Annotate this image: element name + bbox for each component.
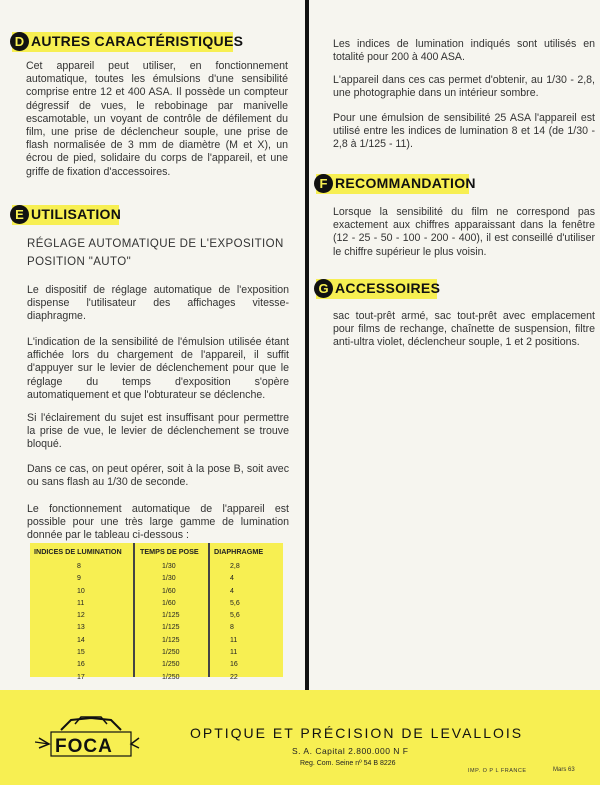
section-title: ACCESSOIRES — [335, 280, 441, 296]
section-d-body: Cet appareil peut utiliser, en fonctionnement automatique, toutes les émulsions d'une sensibilité comprise entre 12 et 400 ASA. Il possède un compteur dégressif de vues, le rebobinage par manivelle escamotable, un voyant de contrôle de défilement du film, une prise de déclencheur souple, une prise de flash normalisée de 3 mm de diamètre (M et X), un écrou de pied, solidaire du corps de l'appareil, et une griffe de fixation d'accessoires. — [26, 60, 288, 178]
section-letter-badge: F — [314, 174, 333, 193]
table-divider — [133, 543, 135, 677]
column-divider — [305, 0, 309, 690]
lumination-table — [30, 543, 283, 681]
paragraph: Le fonctionnement automatique de l'appareil est possible pour une très large gamme de lumination donnée par le tableau ci-dessous : — [27, 503, 289, 542]
table-header-temps: TEMPS DE POSE — [140, 547, 199, 556]
section-f-heading — [316, 174, 476, 194]
table-column-diaphragme: 2,8 4 4 5,6 5,6 8 11 11 16 22 — [230, 563, 240, 681]
company-capital: S. A. Capital 2.800.000 N F — [292, 746, 409, 756]
section-letter-badge: G — [314, 279, 333, 298]
section-letter-badge: E — [10, 205, 29, 224]
section-g-body: sac tout-prêt armé, sac tout-prêt avec emplacement pour films de rechange, chaînette de suspension, filtre anti-ultra violet, déclencheur souple, 1 et 2 positions. — [333, 310, 595, 349]
table-header-diaphragme: DIAPHRAGME — [214, 547, 264, 556]
section-e-heading — [12, 205, 122, 225]
paragraph: L'indication de la sensibilité de l'émulsion utilisée étant affichée lors du chargement de l'appareil, il suffit d'appuyer sur le levier de déclenchement pour que le réglage du temps d'exposition s'opère automatiquement et que l'obturateur se déclenche. — [27, 336, 289, 401]
subheading-position-auto: POSITION "AUTO" — [27, 256, 132, 268]
paragraph: Les indices de lumination indiqués sont utilisés en totalité pour 200 à 400 ASA. — [333, 38, 595, 64]
section-letter-badge: D — [10, 32, 29, 51]
section-title: UTILISATION — [31, 206, 122, 222]
section-f-body: Lorsque la sensibilité du film ne correspond pas exactement aux chiffres apparaissant dans la fenêtre (12 - 25 - 50 - 100 - 200 - 400), il est conseillé d'utiliser le chiffre supérieur le plus voisin. — [333, 206, 595, 258]
foca-logo — [35, 708, 143, 764]
logo-wordmark: FOCA — [55, 736, 113, 757]
paragraph: L'appareil dans ces cas permet d'obtenir, au 1/30 - 2,8, une photographie dans un intérieur sombre. — [333, 74, 595, 100]
section-g-heading — [316, 279, 441, 299]
paragraph: Si l'éclairement du sujet est insuffisant pour permettre la prise de vue, le levier de déclenchement se trouve bloqué. — [27, 412, 289, 451]
print-date: Mars 63 — [553, 767, 575, 773]
table-header-indices: INDICES DE LUMINATION — [34, 547, 122, 556]
table-column-temps: 1/30 1/30 1/60 1/60 1/125 1/125 1/125 1/250 1/250 1/250 — [162, 563, 180, 681]
subheading-exposition: RÉGLAGE AUTOMATIQUE DE L'EXPOSITION — [27, 238, 284, 250]
paragraph: Pour une émulsion de sensibilité 25 ASA l'appareil est utilisé entre les indices de lumination 8 et 14 (de 1/30 - 2,8 à 1/125 - 11). — [333, 112, 595, 151]
company-registration: Reg. Com. Seine nº 54 B 8226 — [300, 760, 396, 767]
printer-mark: IMP. O P L FRANCE — [468, 768, 527, 774]
section-d-heading — [12, 32, 244, 52]
section-title: AUTRES CARACTÉRISTIQUES — [31, 33, 244, 49]
paragraph: Le dispositif de réglage automatique de l'exposition dispense l'utilisateur des affichages vitesse-diaphragme. — [27, 284, 289, 323]
table-column-indices: 8 9 10 11 12 13 14 15 16 17 — [77, 563, 85, 681]
paragraph: Dans ce cas, on peut opérer, soit à la pose B, soit avec ou sans flash au 1/30 de seconde. — [27, 463, 289, 489]
table-divider — [208, 543, 210, 677]
footer — [0, 690, 600, 785]
company-name: OPTIQUE ET PRÉCISION DE LEVALLOIS — [190, 725, 524, 741]
section-title: RECOMMANDATION — [335, 175, 476, 191]
